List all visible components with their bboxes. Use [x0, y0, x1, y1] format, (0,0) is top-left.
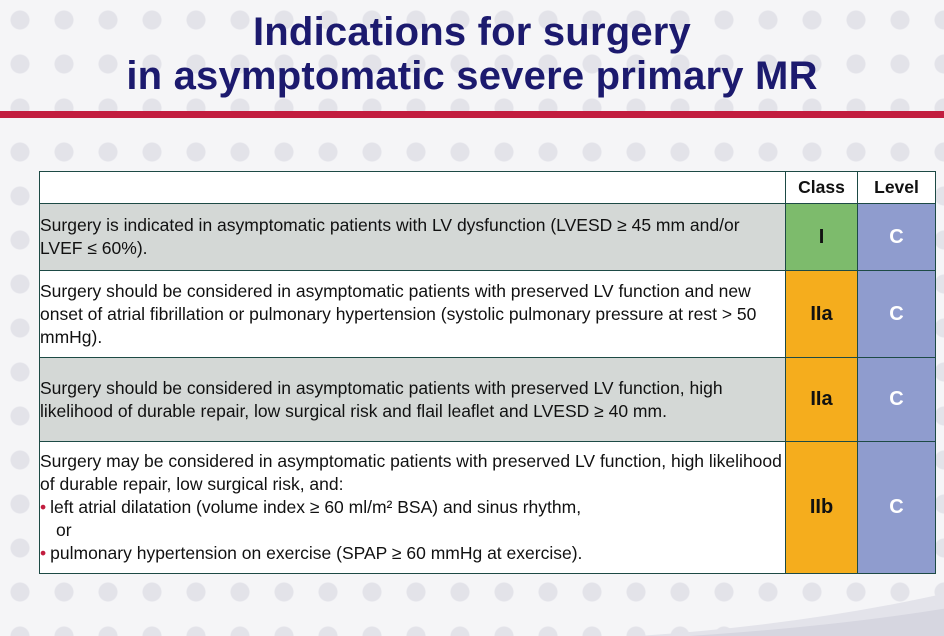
indications-table [39, 171, 936, 574]
title-line-2: in asymptomatic severe primary MR [126, 54, 818, 98]
level-badge: C [858, 358, 936, 442]
or-text: or [56, 520, 72, 540]
level-badge: C [858, 271, 936, 358]
table-row [40, 358, 936, 442]
indication-text: Surgery may be considered in asymptomatic patients with preserved LV function, high likelihood of durable repair, low surgical risk, and: [40, 451, 782, 494]
decorative-swoosh [560, 580, 944, 636]
table-row [40, 442, 936, 574]
slide-title [0, 10, 944, 98]
bullet-item [40, 542, 785, 565]
header-level: Level [858, 172, 936, 204]
table-row [40, 204, 936, 271]
bullet-dot-icon: • [40, 497, 47, 517]
level-badge: C [858, 442, 936, 574]
table-row [40, 271, 936, 358]
header-class: Class [786, 172, 858, 204]
title-line-1: Indications for surgery [252, 10, 692, 54]
level-badge: C [858, 204, 936, 271]
table-header-row [40, 172, 936, 204]
title-divider [0, 111, 944, 118]
class-badge: IIa [786, 358, 858, 442]
class-badge: IIa [786, 271, 858, 358]
indication-text: Surgery is indicated in asymptomatic patients with LV dysfunction (LVESD ≥ 45 mm and/or LVEF ≤ 60%). [40, 204, 786, 271]
class-badge: I [786, 204, 858, 271]
bullet-item [40, 496, 785, 519]
indication-text: Surgery should be considered in asymptomatic patients with preserved LV function, high likelihood of durable repair, low surgical risk and flail leaflet and LVESD ≥ 40 mm. [40, 358, 786, 442]
indication-text-with-bullets [40, 442, 786, 574]
bullet-text: left atrial dilatation (volume index ≥ 60 ml/m² BSA) and sinus rhythm, [50, 497, 582, 517]
bullet-dot-icon: • [40, 543, 47, 563]
header-blank-cell [40, 172, 786, 204]
indication-text: Surgery should be considered in asymptomatic patients with preserved LV function and new onset of atrial fibrillation or pulmonary hypertension (systolic pulmonary pressure at rest > 50 mmHg). [40, 271, 786, 358]
class-badge: IIb [786, 442, 858, 574]
bullet-text: pulmonary hypertension on exercise (SPAP ≥ 60 mmHg at exercise). [50, 543, 583, 563]
